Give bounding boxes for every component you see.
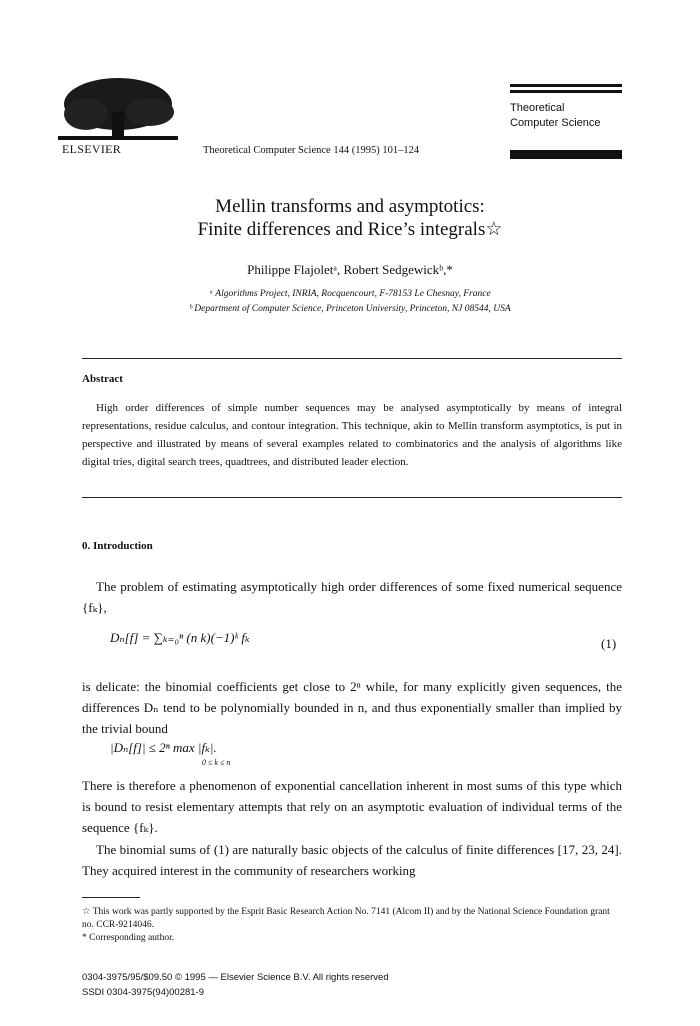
abstract-top-rule [82, 358, 622, 359]
footnote-corresponding: * Corresponding author. [82, 933, 175, 943]
abstract-text: High order differences of simple number sequences may be analysed asymptotically by means of integral representations, residue calculus, and contour integration. This technique, akin to Mellin transform asymptotics, is put in perspective and illustrated by means of several examples related to combinatorics and the analysis of algorithms like digital tries, digital search trees, quadtrees, and distributed leader election. [82, 402, 622, 468]
footnote-funding: ☆ This work was partly supported by the Esprit Basic Research Action No. 7141 (Alcom II) and by the National Science Foundation grant no. CCR-9214046. [82, 907, 610, 930]
paragraph-1: The problem of estimating asymptotically high order differences of some fixed numerical sequence {fₖ}, [82, 579, 622, 615]
journal-name [510, 101, 622, 131]
publisher-name: ELSEVIER [62, 142, 122, 156]
paragraph-2: is delicate: the binomial coefficients get close to 2ⁿ while, for many explicitly given sequences, the differences Dₙ tend to be polynomially bounded in n, and thus exponentially smaller than implied by the trivial bound [82, 679, 622, 736]
footnote-rule [82, 897, 140, 898]
affiliation-a: ᵃ Algorithms Project, INRIA, Rocquencourt, F-78153 Le Chesnay, France [209, 289, 491, 299]
trivial-bound-subscript: 0 ≤ k ≤ n [202, 758, 231, 767]
journal-name-line2: Computer Science [510, 117, 601, 129]
ssdi-line: SSDI 0304-3975(94)00281-9 [82, 987, 205, 998]
paper-authors: Philippe Flajoletᵃ, Robert Sedgewickᵇ,* [247, 262, 453, 277]
paper-title-line2: Finite differences and Rice’s integrals☆ [197, 219, 503, 240]
trivial-bound: |Dₙ[f]| ≤ 2ⁿ max |fₖ|. [110, 740, 217, 755]
paper-title-line1: Mellin transforms and asymptotics: [215, 196, 485, 217]
abstract-bottom-rule [82, 497, 622, 498]
copyright-line: 0304-3975/95/$09.50 © 1995 — Elsevier Science B.V. All rights reserved [82, 972, 389, 983]
paragraph-3: There is therefore a phenomenon of exponential cancellation inherent in most sums of this type which is bound to resist elementary attempts that rely on an asymptotic evaluation of individual terms of the sequence {fₖ}. [82, 778, 622, 835]
equation-1-number: (1) [601, 636, 617, 651]
journal-name-line1: Theoretical [510, 102, 565, 114]
paragraph-4: The binomial sums of (1) are naturally basic objects of the calculus of finite differences [17, 23, 24]. They acquired interest in the community of researchers working [82, 842, 622, 878]
journal-rules [510, 84, 622, 96]
abstract-heading: Abstract [82, 373, 123, 385]
section-heading: 0. Introduction [82, 540, 153, 552]
equation-1: Dₙ[f] = ∑ₖ₌₀ⁿ (n k)(−1)ᵏ fₖ [110, 630, 250, 645]
affiliation-b: ᵇ Department of Computer Science, Princeton University, Princeton, NJ 08544, USA [189, 304, 511, 314]
journal-citation: Theoretical Computer Science 144 (1995) 101–124 [203, 145, 420, 156]
journal-bottom-bar [510, 150, 622, 159]
